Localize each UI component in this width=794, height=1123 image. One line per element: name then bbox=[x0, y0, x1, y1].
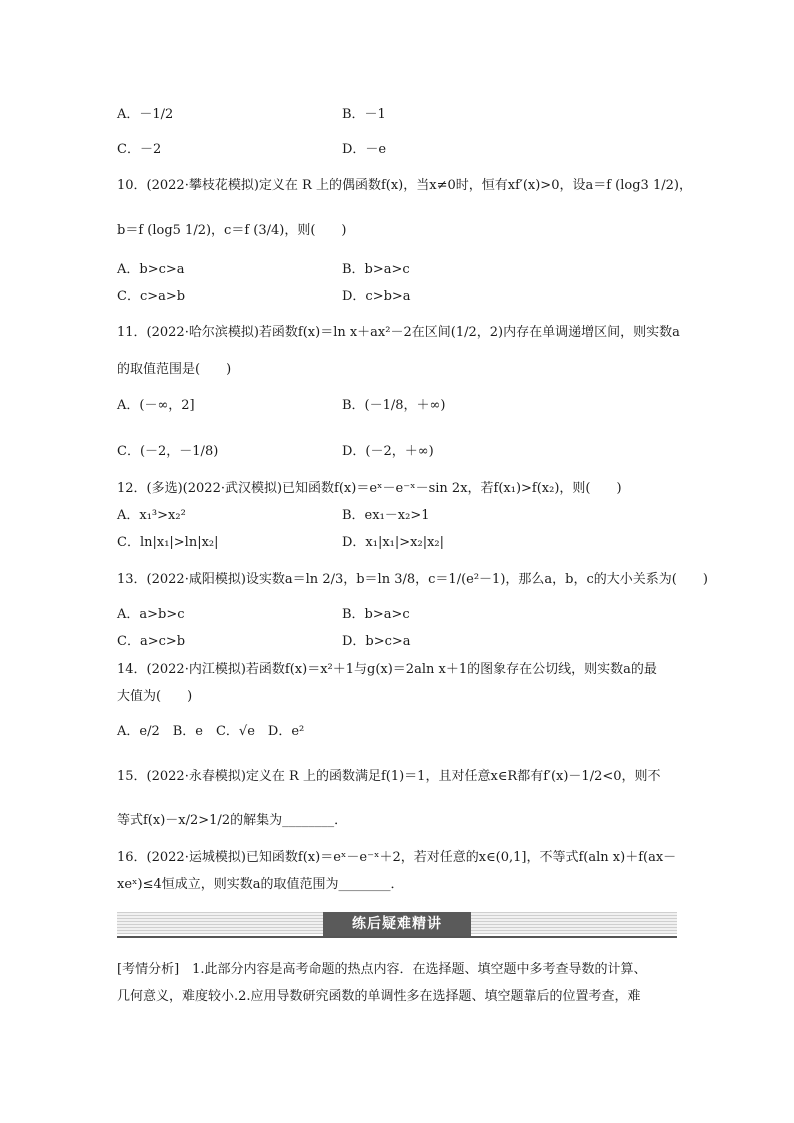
q13-option-a: A．a>b>c bbox=[117, 607, 185, 622]
option-d-top: D．－e bbox=[342, 142, 387, 157]
q14-stem-line2: 大值为( ) bbox=[117, 689, 193, 704]
q10-option-d: D．c>b>a bbox=[342, 289, 411, 304]
q15-stem-line2: 等式f(x)－x/2>1/2的解集为________． bbox=[117, 813, 348, 828]
q13-stem: 13．(2022·咸阳模拟)设实数a＝ln 2/3，b＝ln 3/8，c＝1/(e²－1)，那么a，b，c的大小关系为( ) bbox=[117, 572, 708, 587]
q10-option-c: C．c>a>b bbox=[117, 289, 186, 304]
q12-option-d: D．x₁|x₁|>x₂|x₂| bbox=[342, 535, 445, 550]
q12-option-c: C．ln|x₁|>ln|x₂| bbox=[117, 535, 219, 550]
q14-stem-line1: 14．(2022·内江模拟)若函数f(x)＝x²＋1与g(x)＝2aln x＋1的图象存在公切线，则实数a的最 bbox=[117, 662, 657, 677]
q16-stem-line2: xeˣ)≤4恒成立，则实数a的取值范围为________． bbox=[117, 877, 404, 892]
q10-option-a: A．b>c>a bbox=[117, 262, 185, 277]
q13-option-d: D．b>c>a bbox=[342, 634, 411, 649]
q11-option-c: C．(－2，－1/8) bbox=[117, 444, 219, 459]
q11-option-a: A．(－∞，2] bbox=[117, 398, 195, 413]
section-banner bbox=[117, 908, 677, 940]
q14-options: A．e/2 B．e C．√e D．e² bbox=[117, 724, 305, 739]
section-title: 练后疑难精讲 bbox=[323, 912, 471, 936]
q13-option-b: B．b>a>c bbox=[342, 607, 410, 622]
q16-stem-line1: 16．(2022·运城模拟)已知函数f(x)＝eˣ－e⁻ˣ＋2，若对任意的x∈(0,1]，不等式f(aln x)＋f(ax－ bbox=[117, 850, 677, 865]
q10-stem-line1: 10．(2022·攀枝花模拟)定义在 R 上的偶函数f(x)，当x≠0时，恒有xf′(x)>0，设a＝f (log3 1/2)， bbox=[117, 178, 692, 193]
option-b-top: B．－1 bbox=[342, 107, 386, 122]
banner-rule bbox=[117, 936, 677, 938]
q10-stem-line2: b＝f (log5 1/2)，c＝f (3/4)，则( ) bbox=[117, 223, 347, 238]
q11-stem-line1: 11．(2022·哈尔滨模拟)若函数f(x)＝ln x＋ax²－2在区间(1/2，2)内存在单调递增区间，则实数a bbox=[117, 325, 680, 340]
q10-option-b: B．b>a>c bbox=[342, 262, 410, 277]
analysis-line1: [考情分析] 1.此部分内容是高考命题的热点内容．在选择题、填空题中多考查导数的计算、 bbox=[117, 962, 647, 977]
option-c-top: C．－2 bbox=[117, 142, 162, 157]
q13-option-c: C．a>c>b bbox=[117, 634, 186, 649]
q15-stem-line1: 15．(2022·永春模拟)定义在 R 上的函数满足f(1)＝1，且对任意x∈R都有f′(x)－1/2<0，则不 bbox=[117, 769, 661, 784]
q12-option-b: B．ex₁－x₂>1 bbox=[342, 508, 430, 523]
q11-stem-line2: 的取值范围是( ) bbox=[117, 362, 232, 377]
q12-option-a: A．x₁³>x₂² bbox=[117, 508, 186, 523]
analysis-line2: 几何意义，难度较小.2.应用导数研究函数的单调性多在选择题、填空题靠后的位置考查，难 bbox=[117, 989, 641, 1004]
q11-option-b: B．(－1/8，＋∞) bbox=[342, 398, 446, 413]
option-a-top: A．－1/2 bbox=[117, 107, 174, 122]
q12-stem: 12．(多选)(2022·武汉模拟)已知函数f(x)＝eˣ－e⁻ˣ－sin 2x，若f(x₁)>f(x₂)，则( ) bbox=[117, 481, 622, 496]
q11-option-d: D．(－2，＋∞) bbox=[342, 444, 434, 459]
